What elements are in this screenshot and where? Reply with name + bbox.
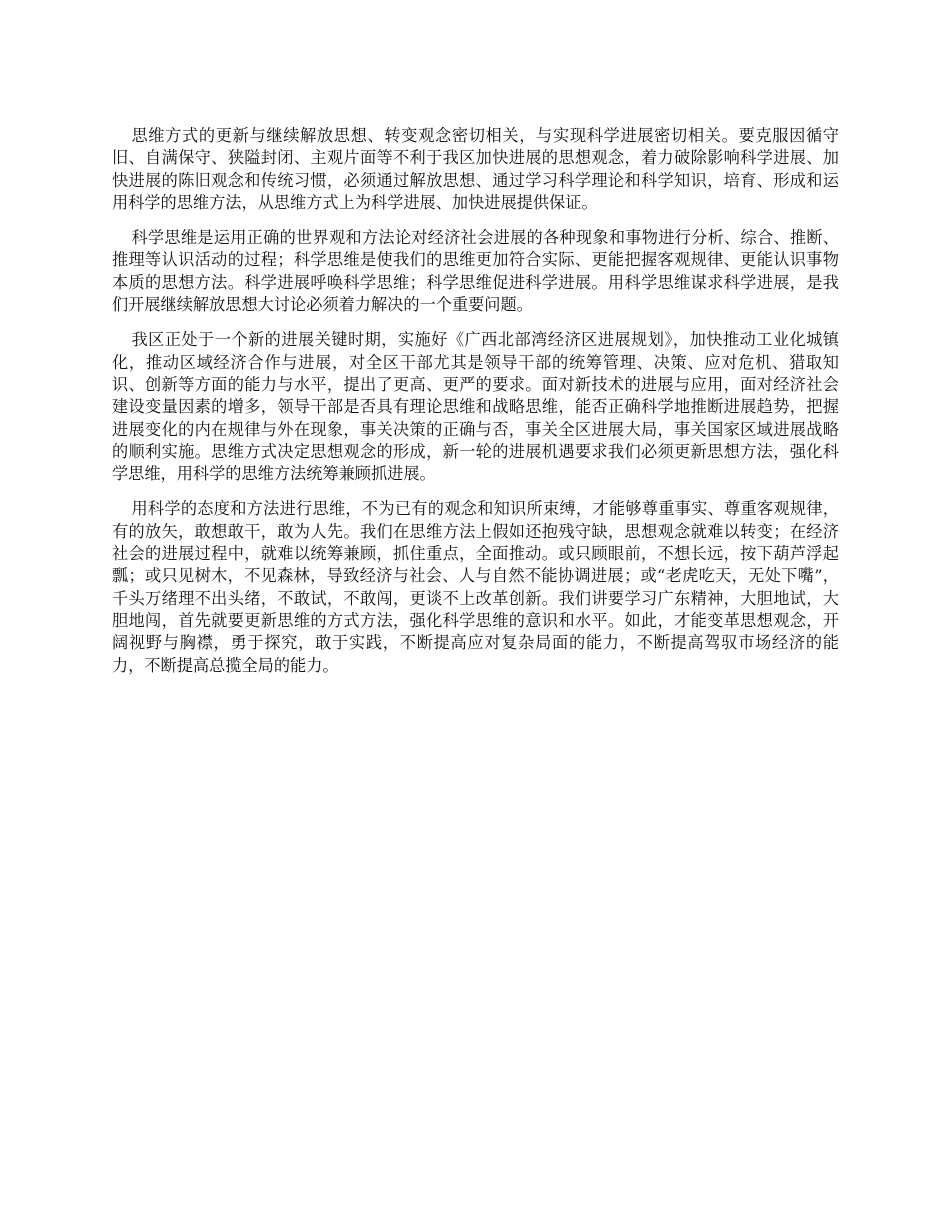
paragraph-scientific-attitude: 用科学的态度和方法进行思维，不为已有的观念和知识所束缚，才能够尊重事实、尊重客观规律，有的放矢，敢想敢干，敢为人先。我们在思维方法上假如还抱残守缺，思想观念就难以转变；在经济社会的进展过程中，就难以统筹兼顾，抓住重点，全面推动。或只顾眼前，不想长远，按下葫芦浮起瓢；或只见树木，不见森林，导致经济与社会、人与自然不能协调进展；或“老虎吃天，无处下嘴”，千头万绪理不出头绪，不敢试，不敢闯，更谈不上改革创新。我们讲要学习广东精神，大胆地试，大胆地闯，首先就要更新思维的方式方法，强化科学思维的意识和水平。如此，才能变革思想观念，开阔视野与胸襟，勇于探究，敢于实践，不断提高应对复杂局面的能力，不断提高驾驭市场经济的能力，不断提高总揽全局的能力。 xyxy=(112,499,839,675)
paragraph-scientific-thinking: 科学思维是运用正确的世界观和方法论对经济社会进展的各种现象和事物进行分析、综合、推断、推理等认识活动的过程；科学思维是使我们的思维更加符合实际、更能把握客观规律、更能认识事物本质的思想方法。科学进展呼唤科学思维；科学思维促进科学进展。用科学思维谋求科学进展，是我们开展继续解放思想大讨论必须着力解决的一个重要问题。 xyxy=(112,228,839,315)
paragraph-thinking-mode: 思维方式的更新与继续解放思想、转变观念密切相关，与实现科学进展密切相关。要克服因循守旧、自满保守、狭隘封闭、主观片面等不利于我区加快进展的思想观念，着力破除影响科学进展、加快进展的陈旧观念和传统习惯，必须通过解放思想、通过学习科学理论和科学知识，培育、形成和运用科学的思维方法，从思维方式上为科学进展、加快进展提供保证。 xyxy=(112,126,839,212)
paragraph-development-period: 我区正处于一个新的进展关键时期，实施好《广西北部湾经济区进展规划》，加快推动工业化城镇化，推动区域经济合作与进展，对全区干部尤其是领导干部的统筹管理、决策、应对危机、猎取知识、创新等方面的能力与水平，提出了更高、更严的要求。面对新技术的进展与应用，面对经济社会建设变量因素的增多，领导干部是否具有理论思维和战略思维，能否正确科学地推断进展趋势，把握进展变化的内在规律与外在现象，事关决策的正确与否，事关全区进展大局，事关国家区域进展战略的顺利实施。思维方式决定思想观念的形成，新一轮的进展机遇要求我们必须更新思想方法，强化科学思维，用科学的思维方法统筹兼顾抓进展。 xyxy=(112,330,839,484)
document-body xyxy=(112,125,839,690)
